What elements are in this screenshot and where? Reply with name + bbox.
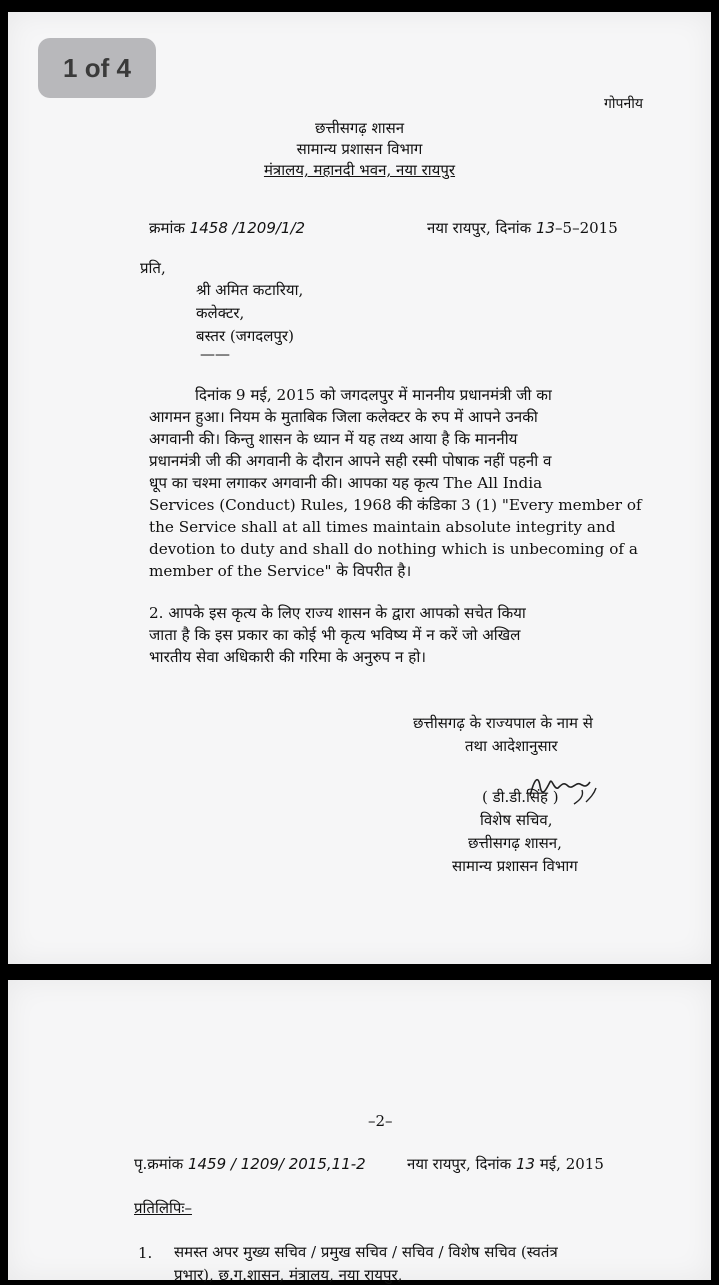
paragraph-1-line: धूप का चश्मा लगाकर अगवानी की। आपका यह कृत्य The All India (149, 474, 543, 492)
recipient-rule: —— (200, 345, 230, 363)
copy-reference-number: 1459 / 1209/ 2015,11-2 (187, 1155, 366, 1173)
header-government: छत्तीसगढ़ शासन (314, 119, 405, 137)
paragraph-2-line: जाता है कि इस प्रकार का कोई भी कृत्य भविष्य में न करें जो अखिल (149, 626, 521, 644)
signatory-title: विशेष सचिव, (480, 811, 553, 829)
reference-number: 1458 /1209/1/2 (189, 219, 306, 237)
closing-line-1: छत्तीसगढ़ के राज्यपाल के नाम से (413, 714, 593, 732)
date-line (427, 218, 618, 238)
document-page-2 (8, 980, 711, 1284)
paragraph-2-line: 2. आपके इस कृत्य के लिए राज्य शासन के द्वारा आपको सचेत किया (149, 604, 526, 622)
signatory-name: ( डी.डी.सिंह ) (482, 788, 559, 806)
copy-date-handwritten: 13 (515, 1155, 536, 1173)
copy-item-1-line-1: समस्त अपर मुख्य सचिव / प्रमुख सचिव / सचिव / विशेष सचिव (स्वतंत्र (174, 1243, 558, 1261)
paragraph-1 (149, 384, 661, 582)
confidential-mark: गोपनीय (604, 96, 643, 112)
paragraph-1-line: member of the Service" के विपरीत है। (149, 562, 412, 580)
paragraph-1-line: Services (Conduct) Rules, 1968 की कंडिका 3 (1) "Every member of (149, 496, 642, 514)
paragraph-1-line: the Service shall at all times maintain absolute integrity and (149, 518, 616, 536)
header-department: सामान्य प्रशासन विभाग (296, 140, 423, 158)
paragraph-1-line: दिनांक 9 मई, 2015 को जगदलपुर में माननीय प्रधानमंत्री जी का (195, 386, 552, 404)
recipient-designation: कलेक्टर, (196, 304, 245, 322)
date-handwritten: 13 (535, 219, 556, 237)
paragraph-1-line: प्रधानमंत्री जी की अगवानी के दौरान आपने सही रस्मी पोषाक नहीं पहनी व (149, 452, 552, 470)
to-label: प्रति, (140, 259, 166, 277)
copy-item-1-number: 1. (138, 1244, 153, 1262)
paragraph-1-line: आगमन हुआ। नियम के मुताबिक जिला कलेक्टर के रुप में आपने उनकी (149, 408, 538, 426)
recipient-location: बस्तर (जगदलपुर) (196, 327, 294, 345)
copy-reference-label: पृ.क्रमांक (134, 1155, 184, 1173)
signatory-org-1: छत्तीसगढ़ शासन, (468, 834, 562, 852)
signatory-org-2: सामान्य प्रशासन विभाग (452, 857, 578, 875)
copy-reference-line (134, 1154, 366, 1174)
paragraph-1-line: अगवानी की। किन्तु शासन के ध्यान में यह तथ्य आया है कि माननीय (149, 430, 518, 448)
paragraph-2 (149, 602, 661, 668)
date-printed: –5–2015 (555, 219, 618, 237)
copy-date-printed: मई, 2015 (539, 1155, 604, 1173)
copy-label: प्रतिलिपिः– (134, 1199, 192, 1217)
copy-item-1-line-2: प्रभार), छ.ग.शासन, मंत्रालय, नया रायपुर, (174, 1266, 403, 1284)
document-page-1 (8, 12, 711, 964)
header-address: मंत्रालय, महानदी भवन, नया रायपुर (263, 161, 456, 179)
place-date-label: नया रायपुर, दिनांक (427, 219, 532, 237)
reference-label: क्रमांक (149, 219, 185, 237)
reference-line (149, 218, 305, 238)
closing-line-2: तथा आदेशानुसार (465, 737, 558, 755)
recipient-name: श्री अमित कटारिया, (196, 281, 304, 299)
copy-place-date-label: नया रायपुर, दिनांक (407, 1155, 512, 1173)
paragraph-1-line: devotion to duty and shall do nothing which is unbecoming of a (149, 540, 638, 558)
copy-date-line (407, 1154, 604, 1174)
paragraph-2-line: भारतीय सेवा अधिकारी की गरिमा के अनुरुप न हो। (149, 648, 427, 666)
page-number: –2– (368, 1112, 393, 1130)
page-indicator: 1 of 4 (38, 38, 156, 98)
